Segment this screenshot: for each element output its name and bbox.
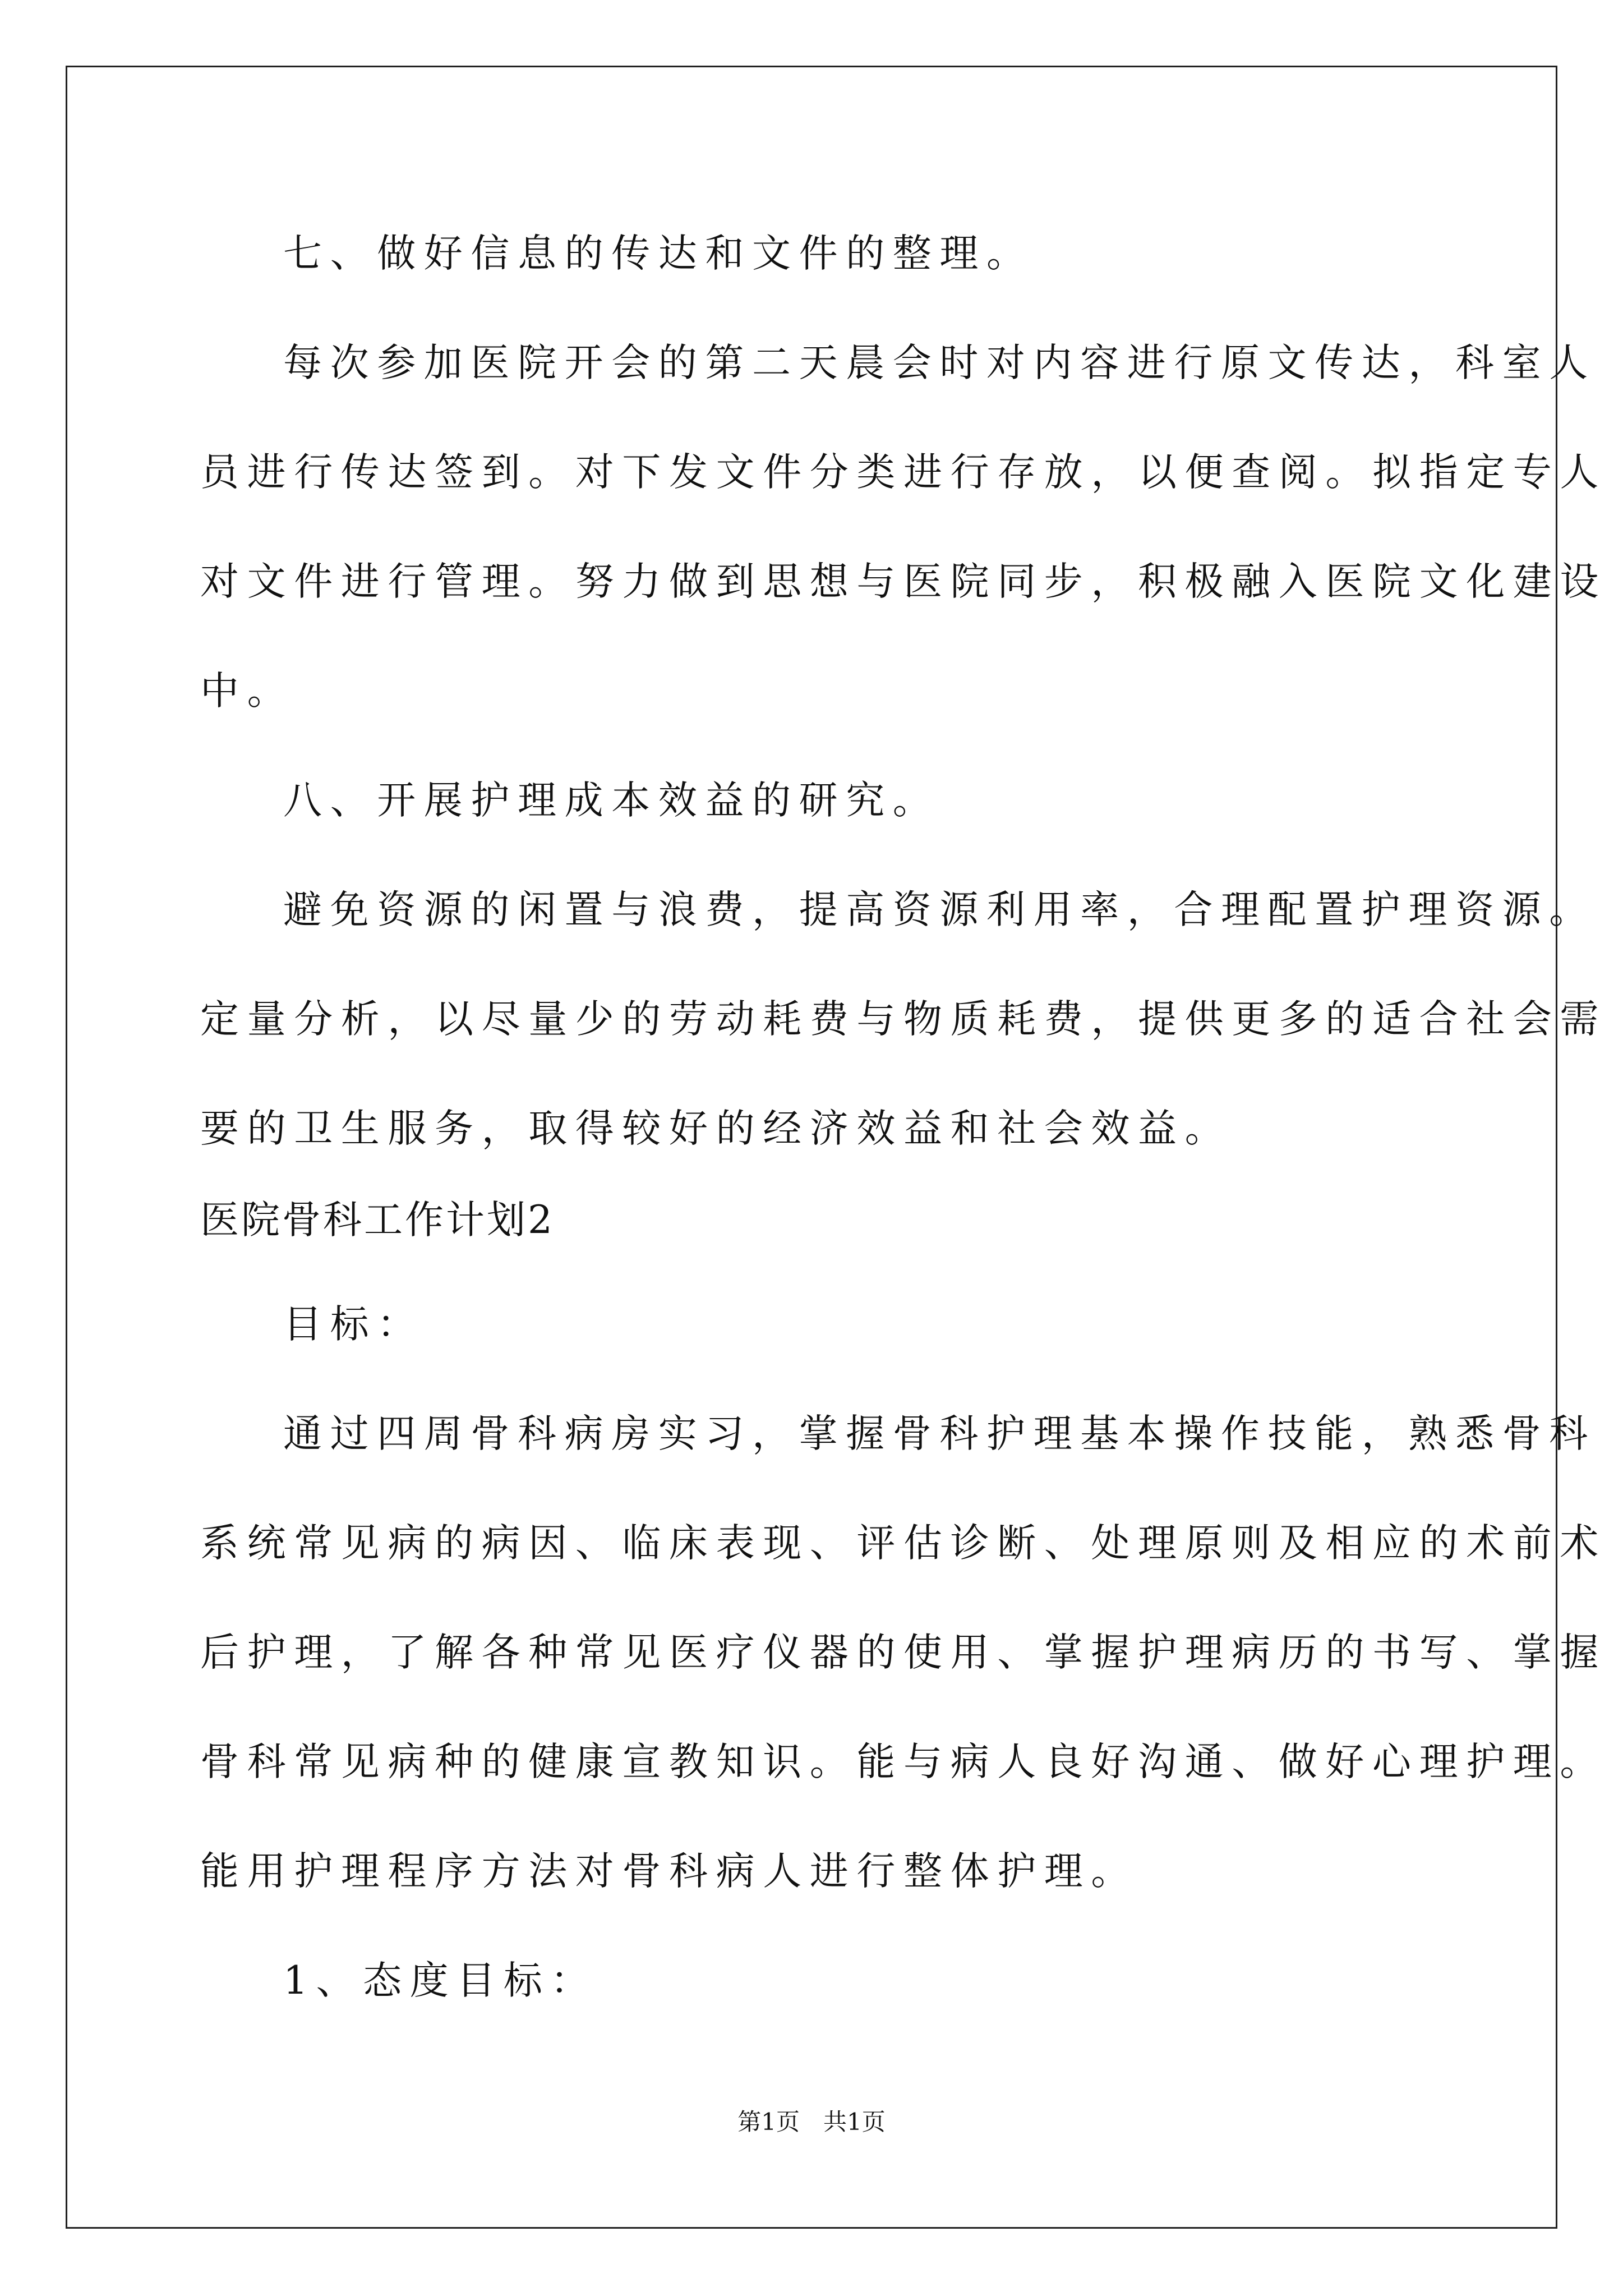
page-footer: 第1页 共1页 — [737, 2108, 886, 2136]
section-heading-7: 七、做好信息的传达和文件的整理。 — [283, 231, 1034, 276]
paragraph-line: 要的卫生服务，取得较好的经济效益和社会效益。 — [200, 1106, 1232, 1151]
paragraph-line: 能用护理程序方法对骨科病人进行整体护理。 — [200, 1849, 1138, 1894]
document-title: 医院骨科工作计划2 — [200, 1198, 555, 1243]
paragraph-line: 系统常见病的病因、临床表现、评估诊断、处理原则及相应的术前术 — [200, 1521, 1607, 1566]
subsection-heading: 1、态度目标： — [283, 1958, 598, 2003]
paragraph-line: 每次参加医院开会的第二天晨会时对内容进行原文传达，科室人 — [283, 341, 1596, 385]
goal-heading: 目标： — [283, 1302, 424, 1347]
paragraph-line: 骨科常见病种的健康宣教知识。能与病人良好沟通、做好心理护理。 — [200, 1740, 1607, 1784]
paragraph-line: 定量分析，以尽量少的劳动耗费与物质耗费，提供更多的适合社会需 — [200, 997, 1607, 1042]
paragraph-line: 通过四周骨科病房实习，掌握骨科护理基本操作技能，熟悉骨科 — [283, 1411, 1596, 1456]
paragraph-line: 中。 — [200, 669, 294, 714]
paragraph-line: 后护理，了解各种常见医疗仪器的使用、掌握护理病历的书写、掌握 — [200, 1630, 1607, 1675]
paragraph-line: 员进行传达签到。对下发文件分类进行存放，以便查阅。拟指定专人 — [200, 450, 1607, 495]
section-heading-8: 八、开展护理成本效益的研究。 — [283, 778, 940, 823]
paragraph-line: 对文件进行管理。努力做到思想与医院同步，积极融入医院文化建设 — [200, 559, 1607, 604]
paragraph-line: 避免资源的闲置与浪费，提高资源利用率，合理配置护理资源。 — [283, 887, 1596, 932]
